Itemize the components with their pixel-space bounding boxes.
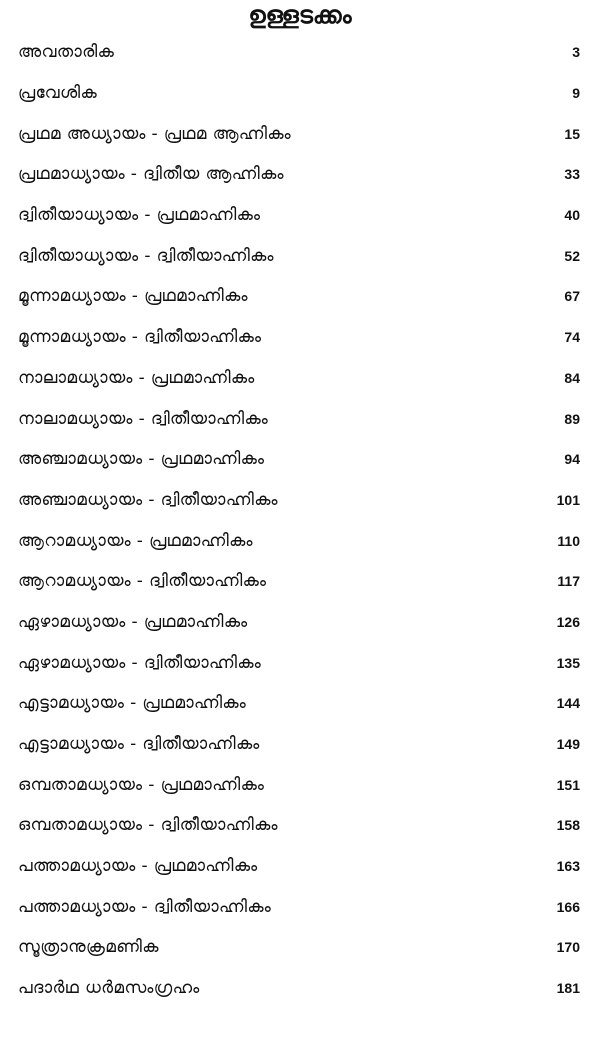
toc-entry-page-number: 94 [564, 451, 580, 468]
toc-entry-title: ദ്വിതീയാധ്യായം - പ്രഥമാഹ്നികം [18, 205, 261, 226]
toc-entry [0, 724, 600, 765]
toc-entry-title: നാലാമധ്യായം - ദ്വിതീയാഹ്നികം [18, 408, 269, 429]
toc-entry-title: മൂന്നാമധ്യായം - പ്രഥമാഹ്നികം [18, 286, 248, 307]
toc-entry [0, 927, 600, 968]
toc-entry [0, 195, 600, 236]
toc-entry-title: പ്രഥമാധ്യായം - ദ്വിതീയ ആഹ്നികം [18, 164, 284, 185]
toc-entry-page-number: 181 [556, 980, 580, 997]
toc-entry-page-number: 74 [564, 329, 580, 346]
toc-entry-page-number: 126 [556, 613, 580, 630]
toc-entry [0, 398, 600, 439]
toc-entry-title: എട്ടാമധ്യായം - പ്രഥമാഹ്നികം [18, 693, 247, 714]
toc-entry-page-number: 163 [556, 858, 580, 875]
toc-entry [0, 235, 600, 276]
toc-entry-page-number: 151 [556, 776, 580, 793]
toc-entry [0, 520, 600, 561]
toc-entry-title: ഏഴാമധ്യായം - പ്രഥമാഹ്നികം [18, 611, 248, 632]
toc-entry [0, 805, 600, 846]
toc-entry [0, 561, 600, 602]
toc-entry-page-number: 15 [564, 125, 580, 142]
toc-entry [0, 642, 600, 683]
toc-entry [0, 602, 600, 643]
toc-entry-page-number: 52 [564, 247, 580, 264]
toc-entry-title: ദ്വിതീയാധ്യായം - ദ്വിതീയാഹ്നികം [18, 245, 274, 266]
toc-entry-title: പ്രഥമ അധ്യായം - പ്രഥമ ആഹ്നികം [18, 123, 292, 144]
toc-entry-title: അഞ്ചാമധ്യായം - ദ്വിതീയാഹ്നികം [18, 489, 278, 510]
toc-entry [0, 683, 600, 724]
toc-entry [0, 480, 600, 521]
toc-entry-page-number: 110 [557, 532, 580, 549]
toc-entry [0, 113, 600, 154]
toc-entry [0, 276, 600, 317]
toc-entry-title: നാലാമധ്യായം - പ്രഥമാഹ്നികം [18, 367, 255, 388]
toc-entry-title: അവതാരിക [18, 42, 115, 63]
toc-entry-title: പത്താമധ്യായം - പ്രഥമാഹ്നികം [18, 856, 258, 877]
toc-entry [0, 358, 600, 399]
toc-entry-page-number: 158 [556, 817, 580, 834]
toc-entry-page-number: 9 [572, 85, 580, 102]
toc-entry [0, 73, 600, 114]
toc-entry-title: ആറാമധ്യായം - ദ്വിതീയാഹ്നികം [18, 571, 267, 592]
toc-entry-title: മൂന്നാമധ്യായം - ദ്വിതീയാഹ്നികം [18, 327, 262, 348]
toc-list [0, 32, 600, 1009]
toc-entry-title: പത്താമധ്യായം - ദ്വിതീയാഹ്നികം [18, 896, 272, 917]
toc-entry-page-number: 89 [564, 410, 580, 427]
toc-entry-page-number: 33 [564, 166, 580, 183]
toc-entry [0, 317, 600, 358]
toc-entry-page-number: 3 [572, 44, 580, 61]
toc-entry-title: ആറാമധ്യായം - പ്രഥമാഹ്നികം [18, 530, 253, 551]
toc-entry-page-number: 144 [556, 695, 580, 712]
toc-entry-page-number: 117 [557, 573, 580, 590]
toc-entry-page-number: 84 [564, 369, 580, 386]
toc-entry-page-number: 135 [556, 654, 580, 671]
toc-entry [0, 764, 600, 805]
toc-entry-page-number: 101 [556, 491, 580, 508]
toc-entry-title: ഒമ്പതാമധ്യായം - പ്രഥമാഹ്നികം [18, 774, 265, 795]
toc-entry-page-number: 149 [556, 736, 580, 753]
toc-entry-page-number: 67 [564, 288, 580, 305]
toc-entry-title: പ്രവേശിക [18, 83, 98, 104]
toc-entry [0, 439, 600, 480]
toc-entry [0, 886, 600, 927]
toc-entry-title: ഒമ്പതാമധ്യായം - ദ്വിതീയാഹ്നികം [18, 815, 278, 836]
toc-entry [0, 968, 600, 1009]
toc-entry [0, 846, 600, 887]
toc-entry-title: അഞ്ചാമധ്യായം - പ്രഥമാഹ്നികം [18, 449, 265, 470]
toc-entry-title: പദാർഥ ധർമസംഗ്രഹം [18, 978, 200, 999]
toc-entry-title: ഏഴാമധ്യായം - ദ്വിതീയാഹ്നികം [18, 652, 262, 673]
toc-entry-title: സൂത്രാനുക്രമണിക [18, 937, 159, 958]
toc-entry-title: എട്ടാമധ്യായം - ദ്വിതീയാഹ്നികം [18, 734, 260, 755]
page-title: ഉള്ളടക്കം [248, 1, 352, 29]
toc-entry-page-number: 170 [556, 939, 580, 956]
toc-entry [0, 154, 600, 195]
toc-entry-page-number: 166 [556, 898, 580, 915]
toc-entry-page-number: 40 [564, 207, 580, 224]
toc-entry [0, 32, 600, 73]
